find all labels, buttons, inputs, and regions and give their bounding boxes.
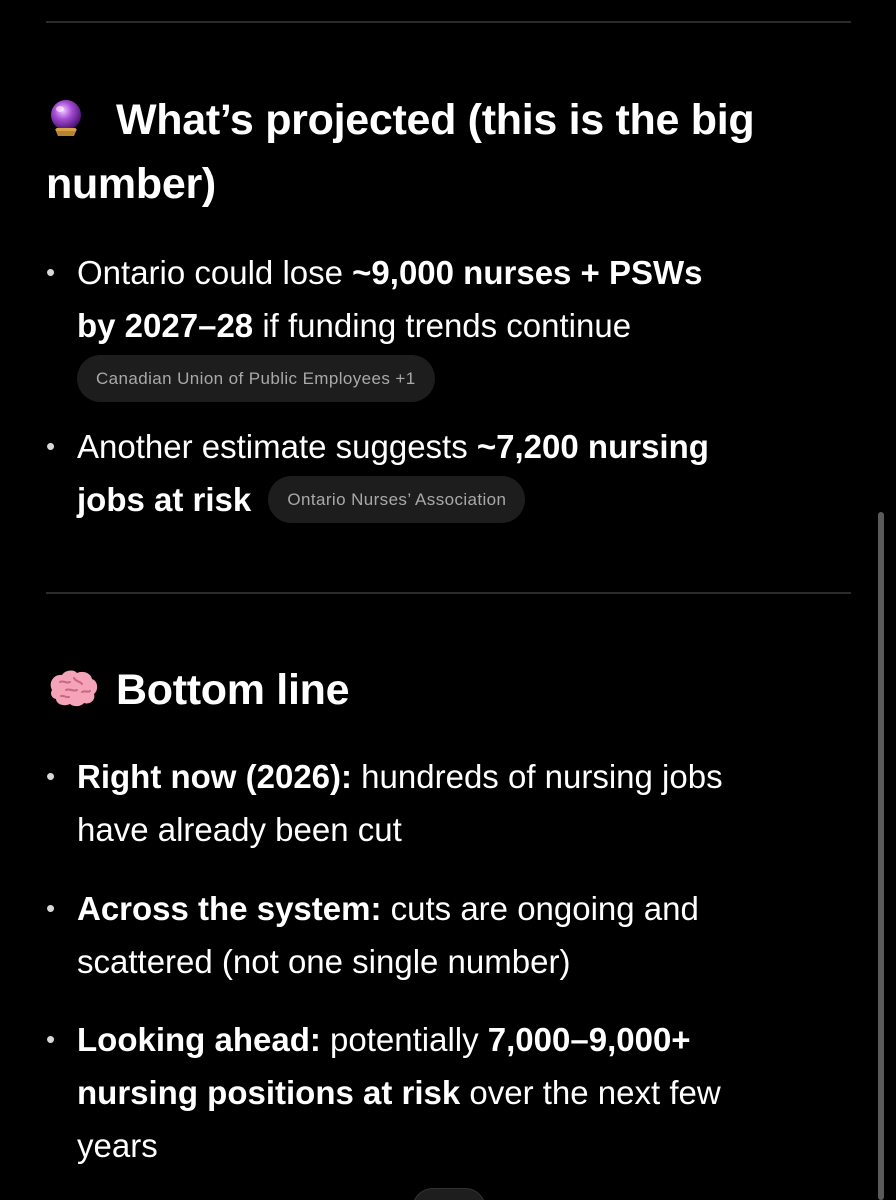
section-divider-top [46, 21, 851, 23]
bullet-bold-text: by 2027–28 [77, 307, 254, 344]
bullet-text: years [77, 1127, 158, 1164]
section-heading-projected [46, 88, 846, 216]
bullet-text: if funding trends continue [253, 307, 632, 344]
source-chip-cupe[interactable]: Canadian Union of Public Employees +1 [77, 355, 435, 402]
bullet-dot: • [46, 893, 56, 923]
scrollbar-thumb[interactable] [878, 512, 884, 1200]
bullet-bold-text: Across the system: [77, 890, 382, 927]
list-item-projected-2 [46, 420, 846, 526]
bullet-text: scattered (not one single number) [77, 943, 571, 980]
section-title-line1: What’s projected (this is the big [116, 96, 755, 144]
bullet-bold-text: nursing positions at risk [77, 1074, 461, 1111]
bullet-text: have already been cut [77, 811, 402, 848]
crystal-ball-icon [46, 98, 100, 138]
bullet-dot: • [46, 257, 56, 287]
bullet-text: hundreds of nursing jobs [352, 758, 723, 795]
list-item-projected-1 [46, 246, 846, 405]
bullet-bold-text: Right now (2026): [77, 758, 353, 795]
section-title-line2: number) [46, 160, 216, 208]
bullet-bold-text: ~7,200 nursing [476, 428, 709, 465]
list-item-bottom-3 [46, 1013, 846, 1172]
bullet-bold-text: Looking ahead: [77, 1021, 321, 1058]
bullet-dot: • [46, 761, 56, 791]
list-item-bottom-1 [46, 750, 846, 856]
source-chip-ona[interactable]: Ontario Nurses’ Association [268, 476, 525, 523]
bullet-dot: • [46, 1024, 56, 1054]
section-divider-middle [46, 592, 851, 594]
bullet-dot: • [46, 431, 56, 461]
bullet-bold-text: 7,000–9,000+ [487, 1021, 691, 1058]
list-item-bottom-2 [46, 882, 846, 988]
bullet-text: Another estimate suggests [77, 428, 477, 465]
bullet-bold-text: jobs at risk [77, 481, 252, 518]
scroll-to-bottom-button[interactable] [412, 1188, 486, 1200]
section-title: Bottom line [116, 666, 350, 714]
bullet-text: Ontario could lose [77, 254, 353, 291]
bullet-text: over the next few [460, 1074, 721, 1111]
brain-icon [46, 668, 100, 708]
bullet-text: cuts are ongoing and [381, 890, 699, 927]
bullet-text: potentially [320, 1021, 488, 1058]
section-heading-bottom-line [46, 658, 846, 722]
bullet-bold-text: ~9,000 nurses + PSWs [352, 254, 703, 291]
